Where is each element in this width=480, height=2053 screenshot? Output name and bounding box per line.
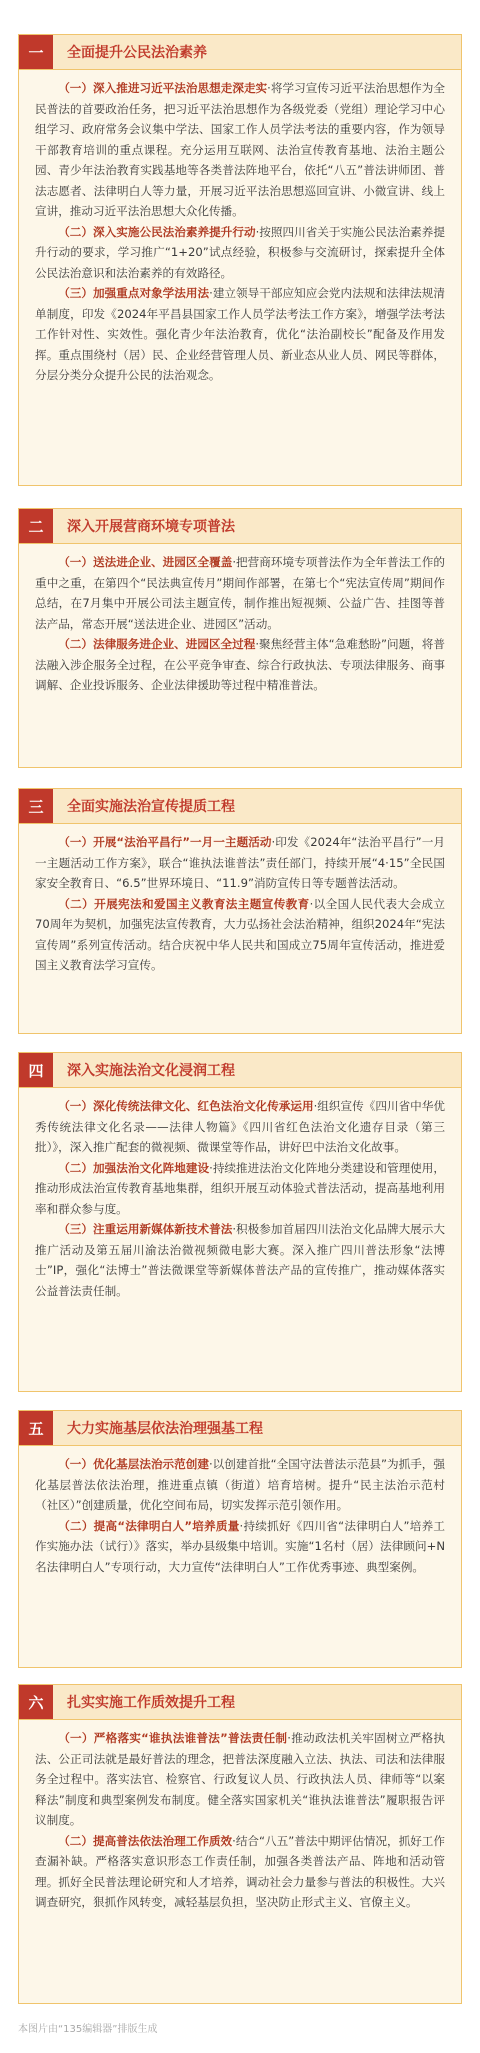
section-5	[18, 1410, 462, 1668]
section-1	[18, 34, 462, 486]
section-header	[19, 789, 461, 824]
section-header	[19, 35, 461, 70]
section-title: 深入开展营商环境专项普法	[67, 519, 235, 535]
paragraph	[35, 634, 445, 696]
paragraph-lead: （三）加强重点对象学法用法	[58, 286, 210, 300]
paragraph	[35, 222, 445, 284]
section-title: 大力实施基层依法治理强基工程	[67, 1421, 263, 1437]
paragraph-text: ·将学习宣传习近平法治思想作为全民普法的首要政治任务，把习近平法治思想作为各级党委（党组）理论学习中心组学习、政府常务会议集中学法、国家工作人员学法考法的重要内容，作为领导干部教育培训的重点课程。充分运用互联网、法治宣传教育基地、法治主题公园、青少年法治教育实践基地等各类普法阵地平台，依托“八五”普法讲师团、普法志愿者、法律明白人等力量，开展习近平法治思想巡回宣讲、小微宣讲、线上宣讲，推动习近平法治思想大众化传播。	[35, 81, 445, 218]
paragraph-text: ·结合“八五”普法中期评估情况，抓好工作查漏补缺。严格落实意识形态工作责任制，加强各类普法产品、阵地和活动管理。抓好全民普法理论研究和人才培养，调动社会力量参与普法的积极性。大兴调查研究，狠抓作风转变，减轻基层负担，坚决防止形式主义、官僚主义。	[35, 1833, 445, 1909]
section-body	[19, 1088, 461, 1311]
paragraph-text: ·以全国人民代表大会成立70周年为契机，加强宪法宣传教育，大力弘扬社会法治精神，组织2024年“宪法宣传周”系列宣传活动。结合庆祝中华人民共和国成立75周年宣传活动，推进爱国主义教育法学习宣传。	[35, 896, 445, 972]
section-header	[19, 1411, 461, 1446]
section-header	[19, 1685, 461, 1720]
paragraph	[35, 894, 445, 976]
paragraph-text: ·组织宣传《四川省中华优秀传统法律文化名录——法律人物篇》《四川省红色法治文化遗存目录（第三批）》，深入推广配套的微视频、微课堂等作品，讲好巴中法治文化故事。	[35, 1099, 445, 1154]
paragraph-text: ·把营商环境专项普法作为全年普法工作的重中之重，在第四个“民法典宣传月”期间作部署，在第七个“宪法宣传周”期间作总结，在7月集中开展公司法主题宣传，制作推出短视频、公益广告、挂图等普法产品，常态开展“送法进企业、进园区”活动。	[35, 555, 445, 631]
paragraph	[35, 78, 445, 222]
paragraph-lead: （二）开展宪法和爱国主义教育法主题宣传教育	[58, 896, 310, 911]
section-title: 全面实施法治宣传提质工程	[67, 799, 235, 815]
section-header	[19, 509, 461, 544]
section-title: 深入实施法治文化浸润工程	[67, 1063, 235, 1079]
paragraph-text: ·推动政法机关牢固树立严格执法、公正司法就是最好普法的理念，把普法深度融入立法、执法、司法和法律服务全过程中。落实法官、检察官、行政复议人员、行政执法人员、律师等“以案释法”制度和典型案例发布制度。健全落实国家机关“谁执法谁普法”履职报告评议制度。	[35, 1731, 445, 1827]
paragraph-lead: （二）加强法治文化阵地建设	[58, 1160, 210, 1175]
section-number: 四	[19, 1053, 53, 1087]
paragraph	[35, 832, 445, 894]
paragraph-text: ·持续抓好《四川省“法律明白人”培养工作实施办法（试行）》落实，举办县级集中培训。实施“1名村（居）法律顾问+N名法律明白人”专项行动，大力宣传“法律明白人”工作优秀事迹、典型案例。	[35, 1518, 445, 1574]
paragraph	[35, 1158, 445, 1220]
paragraph	[35, 552, 445, 634]
paragraph-text: ·持续推进法治文化阵地分类建设和管理使用，推动形成法治宣传教育基地集群，组织开展互动体验式普法活动，提高基地利用率和群众参与度。	[35, 1160, 445, 1216]
paragraph	[35, 1454, 445, 1516]
paragraph-text: ·积极参加首届四川法治文化品牌大展示大推广活动及第五届川渝法治微视频微电影大赛。深入推广四川普法形象“法博士”IP，强化“法博士”普法微课堂等新媒体普法产品的宣传推广，推动媒体落实公益普法责任制。	[35, 1222, 445, 1298]
section-body	[19, 70, 461, 396]
section-3	[18, 788, 462, 1034]
paragraph-lead: （二）法律服务进企业、进园区全过程	[58, 637, 256, 651]
paragraph-lead: （一）送法进企业、进园区全覆盖	[58, 555, 233, 569]
section-number: 六	[19, 1685, 53, 1719]
paragraph	[35, 283, 445, 386]
paragraph-lead: （一）深入推进习近平法治思想走深走实	[58, 81, 268, 95]
paragraph	[35, 1728, 445, 1831]
section-number: 三	[19, 789, 53, 823]
paragraph	[35, 1219, 445, 1301]
paragraph-lead: （二）提高“法律明白人”培养质量	[58, 1518, 240, 1533]
paragraph-lead: （一）深化传统法律文化、红色法治文化传承运用	[58, 1099, 314, 1113]
footer-credit: 本图片由“135编辑器”排版生成	[18, 2024, 158, 2035]
paragraph-text: ·建立领导干部应知应会党内法规和法律法规清单制度，印发《2024年平昌县国家工作人员学法考法工作方案》，增强学法考法工作针对性、实效性。强化青少年法治教育，优化“法治副校长”配备及作用发挥。重点围绕村（居）民、企业经营管理人员、新业态从业人员、网民等群体，分层分类分众提升公民的法治观念。	[35, 286, 445, 382]
section-4	[18, 1052, 462, 1392]
section-body	[19, 544, 461, 706]
section-2	[18, 508, 462, 768]
paragraph-lead: （一）优化基层法治示范创建	[58, 1457, 209, 1471]
paragraph	[35, 1096, 445, 1158]
section-title: 全面提升公民法治素养	[67, 45, 207, 61]
section-number: 一	[19, 35, 53, 69]
section-header	[19, 1053, 461, 1088]
paragraph	[35, 1516, 445, 1578]
paragraph-lead: （一）开展“法治平昌行”一月一主题活动	[58, 835, 272, 849]
paragraph-text: ·按照四川省关于实施公民法治素养提升行动的要求，学习推广“1+20”试点经验，积极参与交流研讨，探索提升全体公民法治意识和法治素养的有效路径。	[35, 224, 445, 280]
paragraph-lead: （二）提高普法依法治理工作质效	[58, 1833, 233, 1848]
section-6	[18, 1684, 462, 2004]
section-number: 二	[19, 509, 53, 543]
paragraph-lead: （三）注重运用新媒体新技术普法	[58, 1222, 233, 1236]
section-body	[19, 1720, 461, 1923]
section-number: 五	[19, 1411, 53, 1445]
paragraph	[35, 1831, 445, 1913]
section-body	[19, 1446, 461, 1587]
paragraph-text: ·以创建首批“全国守法普法示范县”为抓手，强化基层普法依法治理，推进重点镇（街道）培育培树。提升“民主法治示范村（社区）”创建质量，优化空间布局，切实发挥示范引领作用。	[35, 1457, 445, 1512]
section-body	[19, 824, 461, 986]
section-title: 扎实实施工作质效提升工程	[67, 1695, 235, 1711]
paragraph-lead: （二）深入实施公民法治素养提升行动	[58, 224, 256, 239]
paragraph-text: ·印发《2024年“法治平昌行”一月一主题活动工作方案》，联合“谁执法谁普法”责任部门，持续开展“4·15”全民国家安全教育日、“6.5”世界环境日、“11.9”消防宣传日等专题普法活动。	[35, 835, 445, 890]
paragraph-lead: （一）严格落实“谁执法谁普法”普法责任制	[58, 1731, 288, 1745]
paragraph-text: ·聚焦经营主体“急难愁盼”问题，将普法融入涉企服务全过程，在公平竞争审查、综合行政执法、专项法律服务、商事调解、企业投诉服务、企业法律援助等过程中精准普法。	[35, 637, 445, 692]
